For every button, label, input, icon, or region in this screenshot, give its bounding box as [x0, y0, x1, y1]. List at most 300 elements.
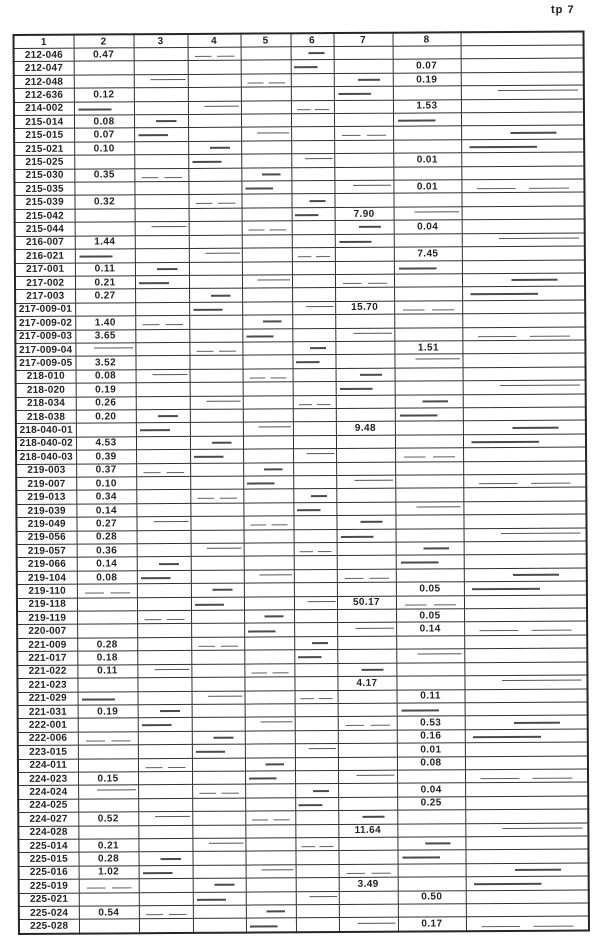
empty-cell — [74, 182, 134, 196]
empty-cell — [134, 74, 188, 88]
empty-cell — [336, 435, 395, 449]
row-code: 219-049 — [16, 517, 76, 531]
empty-cell — [291, 73, 334, 87]
empty-cell — [139, 905, 193, 919]
row-code: 224-025 — [18, 799, 78, 813]
empty-cell — [291, 127, 334, 141]
empty-cell — [337, 569, 396, 583]
empty-cell — [398, 864, 466, 878]
cell-value: 0.01 — [393, 180, 461, 194]
empty-cell — [462, 219, 585, 233]
empty-cell — [396, 528, 464, 542]
row-code: 217-002 — [15, 276, 75, 290]
empty-cell — [461, 152, 584, 166]
empty-cell — [134, 141, 188, 155]
empty-cell — [465, 836, 588, 850]
empty-cell — [336, 515, 395, 529]
empty-cell — [464, 581, 587, 595]
empty-cell — [335, 220, 394, 234]
empty-cell — [188, 128, 241, 142]
row-code: 215-044 — [15, 222, 75, 236]
empty-cell — [334, 86, 393, 100]
empty-cell — [245, 798, 295, 812]
row-code: 218-034 — [16, 397, 76, 411]
empty-cell — [192, 717, 245, 731]
empty-cell — [393, 140, 461, 154]
empty-cell — [466, 876, 589, 890]
empty-cell — [137, 678, 191, 692]
empty-cell — [462, 246, 585, 260]
empty-cell — [338, 716, 397, 730]
empty-cell — [293, 382, 336, 396]
row-code: 215-035 — [14, 182, 74, 196]
page-corner-label: tp 7 — [551, 4, 575, 16]
empty-cell — [337, 649, 396, 663]
empty-cell — [245, 771, 295, 785]
empty-cell — [189, 342, 242, 356]
empty-cell — [295, 797, 338, 811]
empty-cell — [138, 825, 192, 839]
empty-cell — [243, 476, 293, 490]
empty-cell — [395, 502, 463, 516]
empty-cell — [398, 904, 466, 918]
empty-cell — [337, 582, 396, 596]
empty-cell — [397, 837, 465, 851]
empty-cell — [241, 114, 291, 128]
empty-cell — [189, 315, 242, 329]
empty-cell — [191, 637, 244, 651]
row-code: 212-636 — [14, 88, 74, 102]
empty-cell — [139, 919, 193, 933]
row-code: 218-040-02 — [16, 437, 76, 451]
empty-cell — [394, 354, 462, 368]
row-code: 219-039 — [16, 504, 76, 518]
empty-cell — [334, 127, 393, 141]
column-header-6: 6 — [290, 33, 333, 47]
empty-cell — [189, 329, 242, 343]
empty-cell — [296, 905, 339, 919]
empty-cell — [294, 556, 337, 570]
empty-cell — [134, 155, 188, 169]
empty-cell — [241, 141, 291, 155]
empty-cell — [465, 796, 588, 810]
empty-cell — [461, 45, 584, 59]
empty-cell — [193, 865, 246, 879]
empty-cell — [191, 664, 244, 678]
empty-cell — [241, 181, 291, 195]
empty-cell — [139, 879, 193, 893]
empty-cell — [465, 689, 588, 703]
empty-cell — [337, 636, 396, 650]
empty-cell — [395, 515, 463, 529]
empty-cell — [463, 394, 586, 408]
row-code: 219-007 — [16, 477, 76, 491]
cell-value: 0.11 — [397, 689, 465, 703]
empty-cell — [396, 636, 464, 650]
empty-cell — [291, 60, 334, 74]
empty-cell — [193, 892, 246, 906]
empty-cell — [396, 595, 464, 609]
empty-cell — [462, 273, 585, 287]
empty-cell — [191, 624, 244, 638]
empty-cell — [461, 179, 584, 193]
empty-cell — [78, 785, 138, 799]
empty-cell — [77, 597, 137, 611]
empty-cell — [394, 274, 462, 288]
empty-cell — [294, 529, 337, 543]
empty-cell — [335, 355, 394, 369]
empty-cell — [78, 745, 138, 759]
cell-value: 0.01 — [397, 743, 465, 757]
empty-cell — [136, 409, 190, 423]
empty-cell — [188, 47, 241, 61]
empty-cell — [292, 328, 335, 342]
empty-cell — [244, 650, 294, 664]
empty-cell — [334, 113, 393, 127]
row-code: 221-023 — [17, 678, 77, 692]
empty-cell — [136, 463, 190, 477]
empty-cell — [242, 248, 292, 262]
empty-cell — [138, 758, 192, 772]
cell-value: 0.14 — [76, 504, 136, 518]
empty-cell — [245, 690, 295, 704]
empty-cell — [295, 717, 338, 731]
empty-cell — [291, 194, 334, 208]
column-header-8: 8 — [392, 32, 460, 46]
empty-cell — [79, 919, 139, 933]
empty-cell — [191, 557, 244, 571]
empty-cell — [138, 798, 192, 812]
empty-cell — [191, 610, 244, 624]
empty-cell — [138, 838, 192, 852]
empty-cell — [394, 327, 462, 341]
empty-cell — [463, 380, 586, 394]
empty-cell — [338, 770, 397, 784]
row-code: 224-011 — [18, 759, 78, 773]
empty-cell — [394, 233, 462, 247]
empty-cell — [295, 811, 338, 825]
empty-cell — [246, 918, 296, 932]
empty-cell — [295, 690, 338, 704]
row-code: 219-003 — [16, 464, 76, 478]
empty-cell — [190, 516, 243, 530]
empty-cell — [241, 154, 291, 168]
row-code: 221-022 — [17, 665, 77, 679]
empty-cell — [190, 490, 243, 504]
empty-cell — [135, 235, 189, 249]
empty-cell — [395, 381, 463, 395]
empty-cell — [190, 476, 243, 490]
empty-cell — [397, 810, 465, 824]
empty-cell — [139, 892, 193, 906]
cell-value: 0.10 — [76, 477, 136, 491]
empty-cell — [293, 409, 336, 423]
empty-cell — [291, 154, 334, 168]
cell-value: 7.45 — [394, 247, 462, 261]
empty-cell — [334, 180, 393, 194]
column-header-blank — [460, 32, 583, 46]
cell-value: 0.50 — [398, 890, 466, 904]
cell-value: 0.20 — [76, 410, 136, 424]
row-code: 217-009-03 — [15, 330, 75, 344]
empty-cell — [138, 852, 192, 866]
column-header-4: 4 — [187, 34, 240, 48]
empty-cell — [192, 744, 245, 758]
empty-cell — [465, 715, 588, 729]
empty-cell — [293, 449, 336, 463]
empty-cell — [336, 381, 395, 395]
empty-cell — [396, 649, 464, 663]
empty-cell — [292, 301, 335, 315]
empty-cell — [461, 72, 584, 86]
empty-cell — [190, 436, 243, 450]
empty-cell — [138, 745, 192, 759]
row-code: 217-009-05 — [15, 356, 75, 370]
empty-cell — [336, 408, 395, 422]
scanned-table-region — [12, 31, 587, 935]
empty-cell — [293, 395, 336, 409]
empty-cell — [461, 99, 584, 113]
empty-cell — [294, 650, 337, 664]
empty-cell — [466, 903, 589, 917]
row-code: 219-118 — [17, 598, 77, 612]
empty-cell — [336, 448, 395, 462]
empty-cell — [394, 300, 462, 314]
empty-cell — [294, 610, 337, 624]
empty-cell — [335, 328, 394, 342]
empty-cell — [398, 877, 466, 891]
empty-cell — [335, 234, 394, 248]
cell-value: 3.49 — [339, 877, 398, 891]
empty-cell — [395, 421, 463, 435]
empty-cell — [338, 837, 397, 851]
empty-cell — [395, 448, 463, 462]
empty-cell — [463, 474, 586, 488]
empty-cell — [291, 87, 334, 101]
empty-cell — [135, 356, 189, 370]
empty-cell — [397, 823, 465, 837]
empty-cell — [241, 194, 291, 208]
empty-cell — [395, 461, 463, 475]
empty-cell — [245, 824, 295, 838]
row-code: 218-040-03 — [16, 450, 76, 464]
empty-cell — [295, 744, 338, 758]
empty-cell — [338, 797, 397, 811]
empty-cell — [334, 194, 393, 208]
empty-cell — [462, 340, 585, 354]
column-header-5: 5 — [240, 33, 290, 47]
empty-cell — [78, 825, 138, 839]
empty-cell — [243, 382, 293, 396]
cell-value: 0.12 — [74, 88, 134, 102]
empty-cell — [244, 583, 294, 597]
empty-cell — [294, 569, 337, 583]
column-header-7: 7 — [333, 33, 392, 47]
cell-value: 11.64 — [338, 824, 397, 838]
empty-cell — [396, 555, 464, 569]
empty-cell — [466, 863, 589, 877]
cell-value: 0.37 — [76, 463, 136, 477]
empty-cell — [74, 155, 134, 169]
cell-value: 4.53 — [76, 437, 136, 451]
empty-cell — [337, 663, 396, 677]
column-header-2: 2 — [74, 34, 134, 48]
cell-value: 0.27 — [76, 517, 136, 531]
row-code: 221-017 — [17, 651, 77, 665]
table-body — [14, 45, 589, 934]
empty-cell — [397, 770, 465, 784]
empty-cell — [393, 126, 461, 140]
empty-cell — [245, 757, 295, 771]
empty-cell — [193, 878, 246, 892]
row-code: 218-020 — [16, 383, 76, 397]
empty-cell — [335, 247, 394, 261]
empty-cell — [191, 583, 244, 597]
empty-cell — [465, 742, 588, 756]
empty-cell — [190, 463, 243, 477]
empty-cell — [193, 919, 246, 933]
table-row — [19, 916, 589, 934]
cell-value: 1.02 — [79, 866, 139, 880]
row-code: 225-024 — [19, 906, 79, 920]
cell-value: 0.25 — [397, 797, 465, 811]
empty-cell — [295, 757, 338, 771]
empty-cell — [77, 678, 137, 692]
cell-value: 0.11 — [77, 664, 137, 678]
empty-cell — [338, 703, 397, 717]
row-code: 212-047 — [14, 62, 74, 76]
cell-value: 0.01 — [393, 153, 461, 167]
empty-cell — [394, 207, 462, 221]
empty-cell — [462, 286, 585, 300]
row-code: 216-007 — [15, 236, 75, 250]
empty-cell — [339, 904, 398, 918]
empty-cell — [338, 810, 397, 824]
empty-cell — [335, 274, 394, 288]
empty-cell — [134, 114, 188, 128]
empty-cell — [462, 206, 585, 220]
empty-cell — [245, 811, 295, 825]
empty-cell — [395, 394, 463, 408]
empty-cell — [464, 608, 587, 622]
empty-cell — [461, 112, 584, 126]
empty-cell — [244, 623, 294, 637]
empty-cell — [461, 166, 584, 180]
cell-value: 0.21 — [75, 276, 135, 290]
empty-cell — [339, 864, 398, 878]
empty-cell — [137, 543, 191, 557]
empty-cell — [393, 113, 461, 127]
empty-cell — [78, 731, 138, 745]
row-code: 217-001 — [15, 263, 75, 277]
empty-cell — [78, 758, 138, 772]
empty-cell — [192, 811, 245, 825]
row-code: 221-009 — [17, 638, 77, 652]
empty-cell — [192, 838, 245, 852]
empty-cell — [334, 167, 393, 181]
empty-cell — [293, 435, 336, 449]
cell-value: 0.08 — [397, 756, 465, 770]
empty-cell — [337, 542, 396, 556]
empty-cell — [77, 624, 137, 638]
empty-cell — [462, 300, 585, 314]
empty-cell — [188, 61, 241, 75]
empty-cell — [191, 543, 244, 557]
empty-cell — [75, 343, 135, 357]
empty-cell — [294, 596, 337, 610]
empty-cell — [334, 60, 393, 74]
empty-cell — [138, 691, 192, 705]
empty-cell — [241, 87, 291, 101]
empty-cell — [188, 114, 241, 128]
empty-cell — [336, 489, 395, 503]
empty-cell — [462, 353, 585, 367]
empty-cell — [78, 691, 138, 705]
empty-cell — [337, 556, 396, 570]
empty-cell — [245, 704, 295, 718]
empty-cell — [191, 570, 244, 584]
empty-cell — [334, 153, 393, 167]
cell-value: 0.52 — [78, 812, 138, 826]
empty-cell — [134, 47, 188, 61]
empty-cell — [464, 554, 587, 568]
empty-cell — [242, 288, 292, 302]
empty-cell — [461, 58, 584, 72]
empty-cell — [292, 341, 335, 355]
row-code: 217-003 — [15, 289, 75, 303]
empty-cell — [395, 435, 463, 449]
empty-cell — [295, 770, 338, 784]
empty-cell — [137, 651, 191, 665]
empty-cell — [464, 621, 587, 635]
empty-cell — [292, 221, 335, 235]
cell-value: 0.04 — [397, 783, 465, 797]
empty-cell — [76, 423, 136, 437]
empty-cell — [461, 139, 584, 153]
row-code: 219-056 — [17, 531, 77, 545]
empty-cell — [75, 302, 135, 316]
cell-value: 0.07 — [74, 128, 134, 142]
empty-cell — [192, 771, 245, 785]
column-header-3: 3 — [133, 34, 187, 48]
empty-cell — [243, 422, 293, 436]
empty-cell — [134, 128, 188, 142]
empty-cell — [464, 541, 587, 555]
row-code: 215-014 — [14, 115, 74, 129]
empty-cell — [241, 74, 291, 88]
empty-cell — [397, 850, 465, 864]
empty-cell — [335, 314, 394, 328]
cell-value: 0.15 — [78, 772, 138, 786]
empty-cell — [464, 648, 587, 662]
empty-cell — [461, 192, 584, 206]
empty-cell — [293, 516, 336, 530]
empty-cell — [395, 488, 463, 502]
cell-value: 7.90 — [335, 207, 394, 221]
empty-cell — [189, 221, 242, 235]
empty-cell — [394, 314, 462, 328]
empty-cell — [242, 342, 292, 356]
empty-cell — [393, 166, 461, 180]
row-code: 219-119 — [17, 611, 77, 625]
empty-cell — [75, 209, 135, 223]
empty-cell — [242, 261, 292, 275]
empty-cell — [465, 729, 588, 743]
empty-cell — [295, 784, 338, 798]
empty-cell — [395, 475, 463, 489]
empty-cell — [243, 489, 293, 503]
empty-cell — [396, 542, 464, 556]
